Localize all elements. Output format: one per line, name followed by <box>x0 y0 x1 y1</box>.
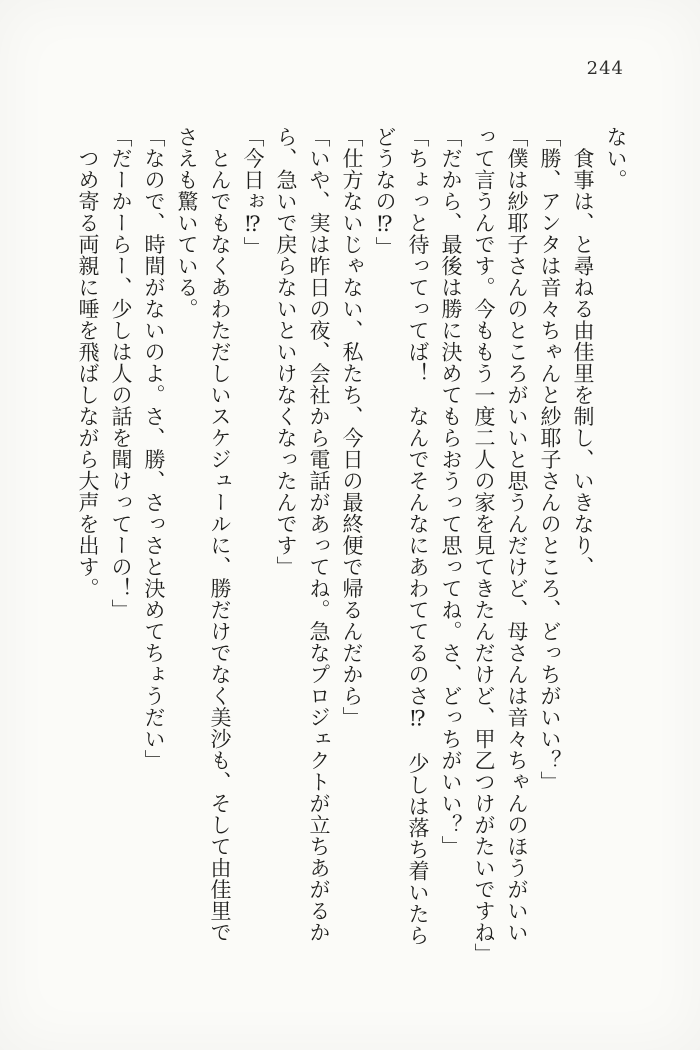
text-line: 「だーかーらー、少しは人の話を聞けってーの！」 <box>109 126 133 621</box>
text-line: 「僕は紗耶子さんのところがいいと思うんだけど、母さんは音々ちゃんのほうがいい <box>505 126 529 943</box>
text-line: 「ちょっと待ってってば！ なんでそんなにあわててるのさ⁉ 少しは落ち着いたら <box>406 126 430 946</box>
text-line: 「勝、アンタは音々ちゃんと紗耶子さんのところ、どっちがいい？」 <box>538 126 562 793</box>
text-line: って言うんです。今ももう一度二人の家を見てきたんだけど、甲乙つけがたいですね」 <box>472 126 496 965</box>
text-line: ら、急いで戻らないといけなくなったんです」 <box>274 126 298 578</box>
text-line: 「仕方ないじゃない、私たち、今日の最終便で帰るんだから」 <box>340 126 364 728</box>
text-line: ない。 <box>604 126 628 191</box>
text-block <box>71 126 632 978</box>
text-line: 「今日ぉ⁉」 <box>241 126 265 258</box>
page-number: 244 <box>586 58 624 79</box>
text-line: 「なので、時間がないのよ。さ、勝、さっさと決めてちょうだい」 <box>142 126 166 771</box>
text-line: 食事は、と尋ねる由佳里を制し、いきなり、 <box>571 126 595 578</box>
text-line: つめ寄る両親に唾を飛ばしながら大声を出す。 <box>76 126 100 599</box>
text-line: 「いや、実は昨日の夜、会社から電話があってね。急なプロジェクトが立ちあがるか <box>307 126 331 943</box>
text-line: 「だから、最後は勝に決めてもらおうって思ってね。さ、どっちがいい？」 <box>439 126 463 857</box>
text-line: とんでもなくあわただしいスケジュールに、勝だけでなく美沙も、そして由佳里で <box>208 126 232 943</box>
text-line: どうなの⁉」 <box>373 126 397 258</box>
text-line: さえも驚いている。 <box>175 126 199 320</box>
